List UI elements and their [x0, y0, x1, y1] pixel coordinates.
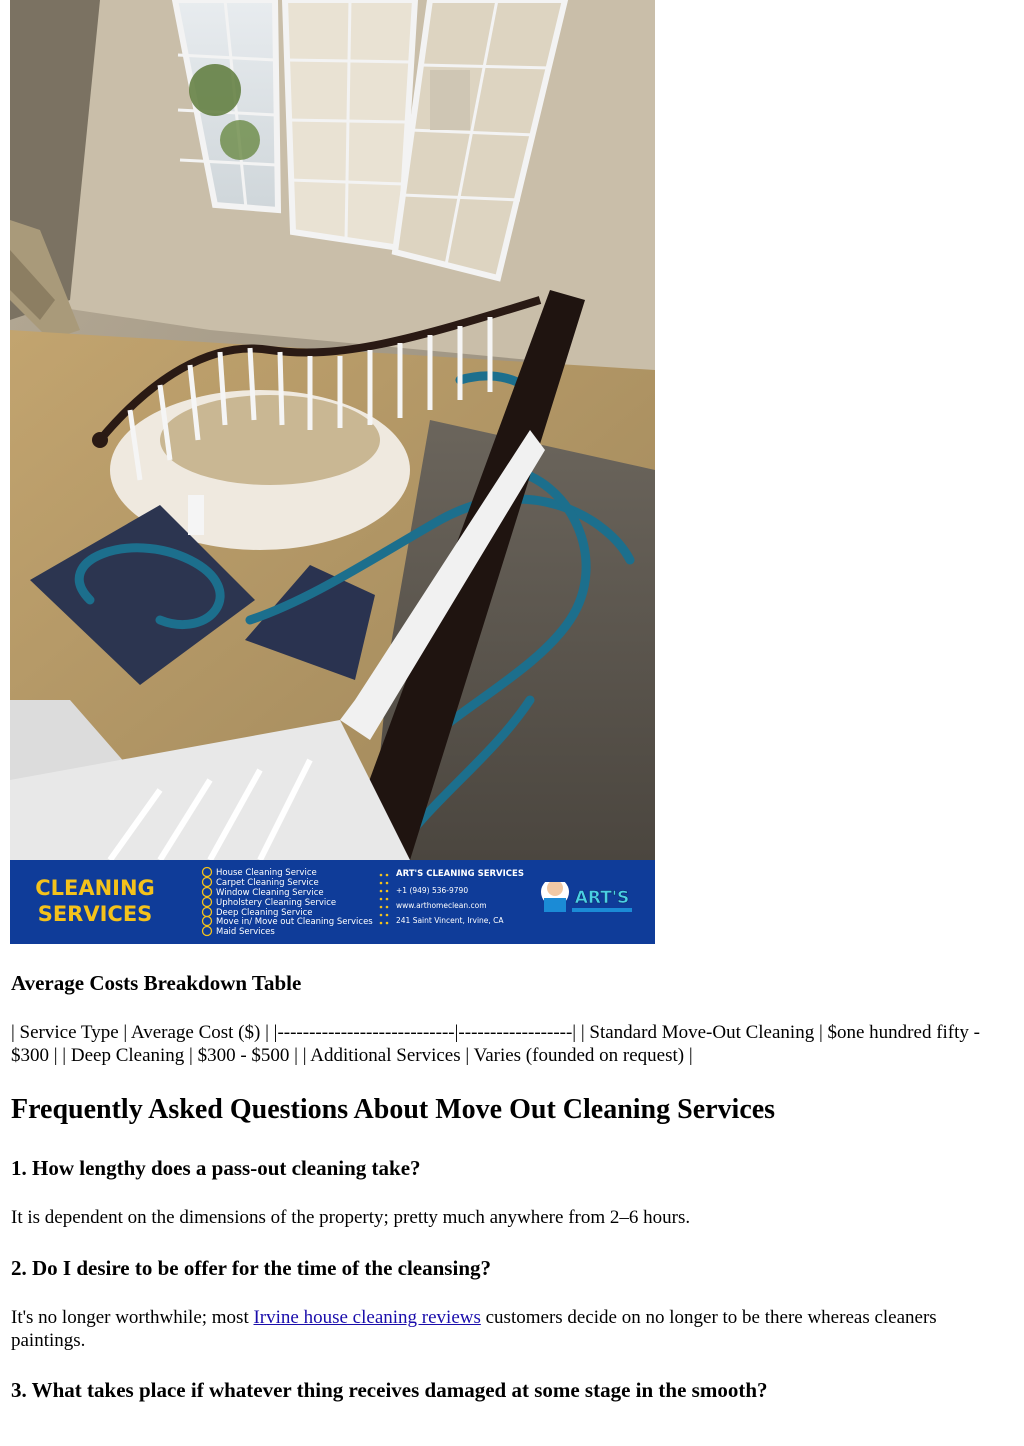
banner-title-line2: SERVICES [37, 902, 153, 926]
costs-heading: Average Costs Breakdown Table [11, 971, 302, 995]
faq-answer-2 [11, 1306, 1013, 1352]
faq-question-1: 1. How lengthy does a pass-out cleaning take? [11, 1156, 421, 1180]
banner-title-line1: CLEANING [35, 876, 155, 900]
faq-answer-1: It is dependent on the dimensions of the property; pretty much anywhere from 2–6 hours. [11, 1207, 691, 1228]
banner-service: Upholstery Cleaning Service [216, 898, 337, 908]
logo-text: ART'S [574, 888, 630, 908]
banner-service: Carpet Cleaning Service [216, 878, 319, 888]
banner-service: Maid Services [216, 927, 275, 937]
banner-service: Deep Cleaning Service [216, 908, 313, 918]
banner-company: ART'S CLEANING SERVICES [396, 869, 524, 879]
faq-question-2: 2. Do I desire to be offer for the time of the cleansing? [11, 1256, 491, 1280]
faq-question-3: 3. What takes place if whatever thing receives damaged at some stage in the smooth? [11, 1378, 768, 1402]
banner-service: House Cleaning Service [216, 868, 317, 878]
faq-heading: Frequently Asked Questions About Move Out Cleaning Services [11, 1094, 776, 1125]
banner-address: 241 Saint Vincent, Irvine, CA [396, 916, 504, 925]
hero-photo [10, 0, 655, 944]
costs-table-text: | Service Type | Average Cost ($) | |----------------------------|------------------| | Standard Move-Out Cleaning | $one hundred fifty - $300 | | Deep Cleaning | $300 - $500 | | Additional Services | Varies (founded on request) | [11, 1022, 980, 1066]
banner-website: www.arthomeclean.com [396, 901, 487, 910]
faq-answer-2-end: customers decide on no longer to be there whereas cleaners paintings. [11, 1307, 937, 1351]
irvine-reviews-link[interactable]: Irvine house cleaning reviews [253, 1307, 481, 1328]
faq-answer-2-start: It's no longer worthwhile; most [11, 1307, 254, 1328]
banner-service: Window Cleaning Service [216, 888, 324, 898]
banner-phone: +1 (949) 536-9790 [396, 886, 469, 895]
promo-banner [10, 860, 655, 944]
banner-service: Move in/ Move out Cleaning Services [216, 917, 373, 927]
